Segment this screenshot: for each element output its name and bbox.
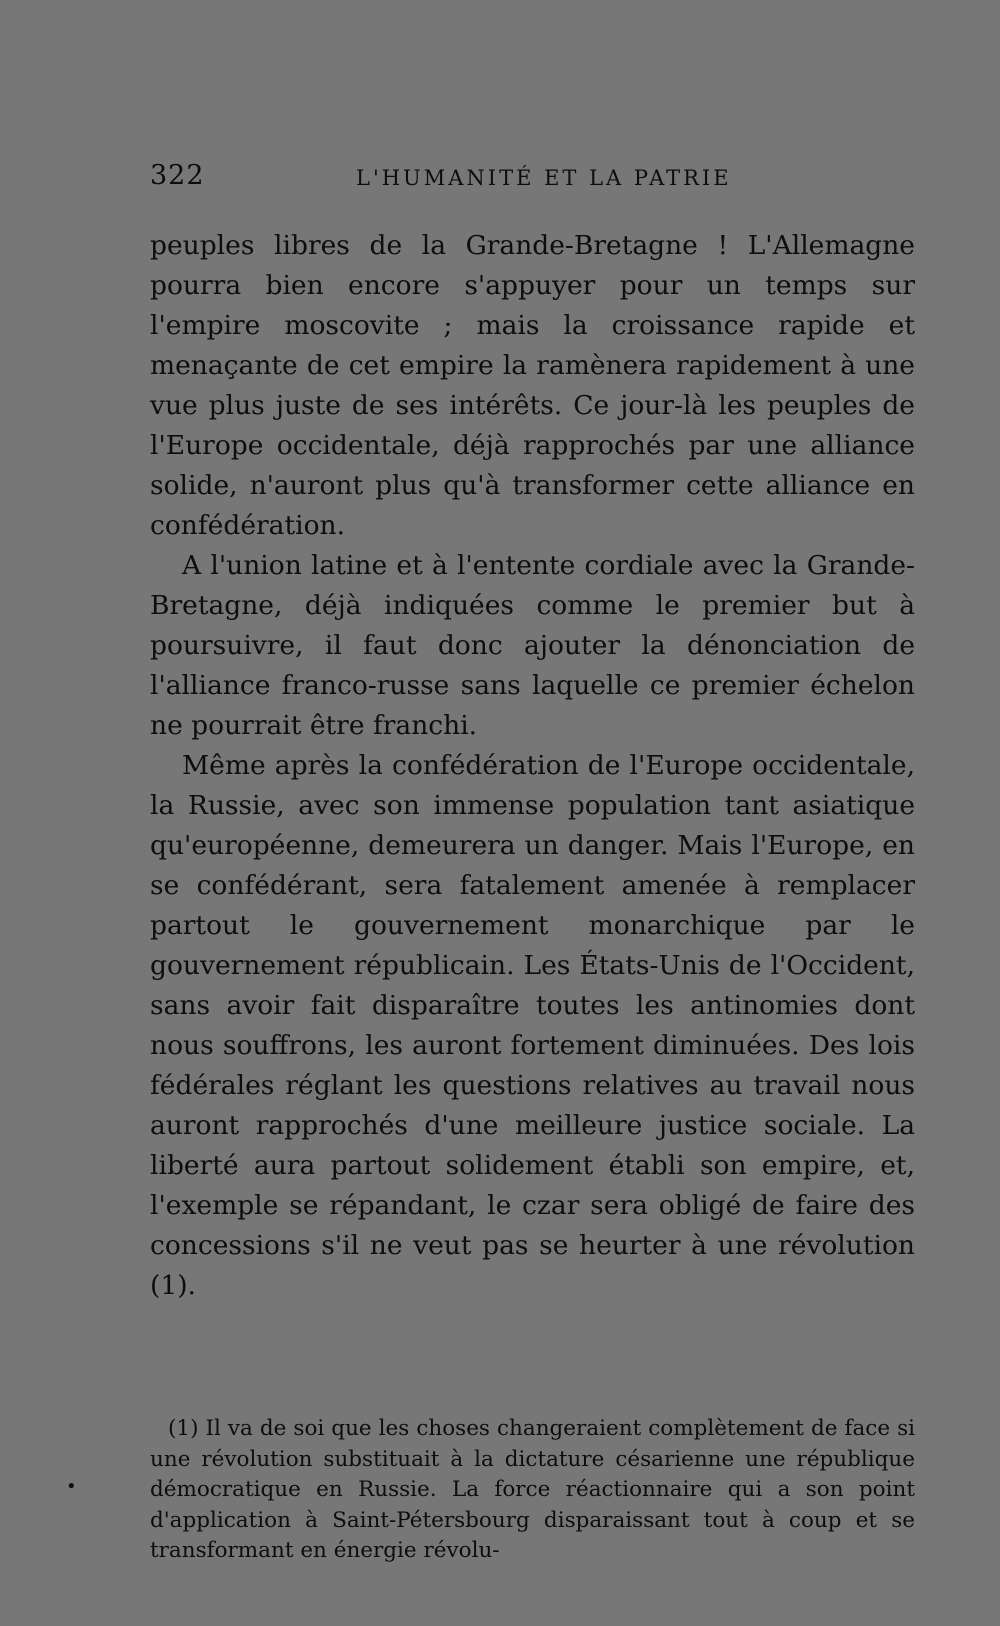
footnote-text: (1) Il va de soi que les choses changeraient complètement de face si une révolution substituait à la dictature césarienne une république démocratique en Russie. La force réactionnaire qui a son point d'application à Saint-Pétersbourg disparaissant tout à coup et se transformant en énergie révolu- [150, 1416, 915, 1563]
margin-mark: • [66, 1476, 77, 1497]
page-number: 322 [150, 160, 205, 191]
paragraph-3: Même après la confédération de l'Europe occidentale, la Russie, avec son immense population tant asiatique qu'européenne, demeurera un danger. Mais l'Europe, en se confédérant, sera fatalement amenée à remplacer partout le gouvernement monarchique par le gouvernement républicain. Les États-Unis de l'Occident, sans avoir fait disparaître toutes les antinomies dont nous souffrons, les auront fortement diminuées. Des lois fédérales réglant les questions relatives au travail nous auront rapprochés d'une meilleure justice sociale. La liberté aura partout solidement établi son empire, et, l'exemple se répandant, le czar sera obligé de faire des concessions s'il ne veut pas se heurter à une révolution (1). [150, 750, 915, 1301]
footnote [150, 1414, 915, 1567]
running-head [150, 160, 910, 200]
running-title: L'HUMANITÉ ET LA PATRIE [356, 166, 732, 190]
body-text [150, 226, 915, 1306]
paragraph-2: A l'union latine et à l'entente cordiale avec la Grande-Bretagne, déjà indiquées comme le premier but à poursuivre, il faut donc ajouter la dénonciation de l'alliance franco-russe sans laquelle ce premier échelon ne pourrait être franchi. [150, 550, 915, 741]
paragraph-1: peuples libres de la Grande-Bretagne ! L'Allemagne pourra bien encore s'appuyer pour un temps sur l'empire moscovite ; mais la croissance rapide et menaçante de cet empire la ramènera rapidement à une vue plus juste de ses intérêts. Ce jour-là les peuples de l'Europe occidentale, déjà rapprochés par une alliance solide, n'auront plus qu'à transformer cette alliance en confédération. [150, 230, 915, 541]
